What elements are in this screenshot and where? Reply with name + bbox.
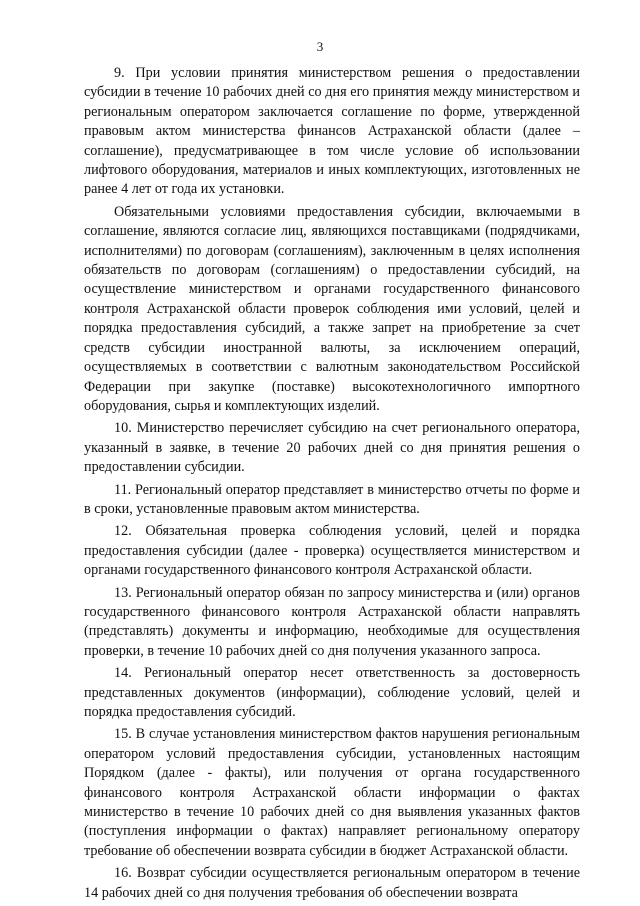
paragraph-16: 16. Возврат субсидии осуществляется региональным оператором в течение 14 рабочих дней со дня получения требования об обеспечении возврата bbox=[84, 865, 580, 901]
page-number: 3 bbox=[316, 39, 324, 54]
paragraph-15: 15. В случае установления министерством фактов нарушения региональным оператором условий предоставления субсидии, установленных настоящим Порядком (далее - факты), или получения от органа государственного финансового контроля Астраханской области информации о фактах министерство в течение 10 рабочих дней со дня выявления указанных фактов (поступления информации о фактах) направляет региональному оператору требование об обеспечении возврата субсидии в бюджет Астраханской области. bbox=[84, 726, 580, 859]
paragraph-13: 13. Региональный оператор обязан по запросу министерства и (или) органов государственного финансового контроля Астраханской области направлять (представлять) документы и информацию, необходимые для осуществления проверки, в течение 10 рабочих дней со дня получения указанного запроса. bbox=[84, 584, 580, 659]
paragraph-14: 14. Региональный оператор несет ответственность за достоверность представленных документов (информации), соблюдение условий, целей и порядка предоставления субсидий. bbox=[84, 665, 580, 720]
paragraph-9: 9. При условии принятия министерством решения о предоставлении субсидии в течение 10 рабочих дней со дня его принятия между министерством и региональным оператором заключается соглашение по форме, утвержденной правовым актом министерства финансов Астраханской области (далее – соглашение), предусматривающее в том числе условие об использовании лифтового оборудования, материалов и иных комплектующих, изготовленных не ранее 4 лет от года их установки. bbox=[84, 65, 580, 198]
document-body bbox=[84, 64, 580, 906]
paragraph-10: 10. Министерство перечисляет субсидию на счет регионального оператора, указанный в заявке, в течение 20 рабочих дней со дня принятия решения о предоставлении субсидии. bbox=[84, 420, 580, 476]
paragraph-11: 11. Региональный оператор представляет в министерство отчеты по форме и в сроки, установленные правовым актом министерства. bbox=[84, 481, 580, 517]
paragraph-mandatory-conditions: Обязательными условиями предоставления субсидии, включаемыми в соглашение, являются согласие лиц, являющихся поставщиками (подрядчиками, исполнителями) по договорам (соглашениям), заключенным в целях исполнения обязательств по договорам (соглашениям) о предоставлении субсидий, на осуществление министерством и органами государственного финансового контроля Астраханской области проверок соблюдения ими условий, целей и порядка предоставления субсидий, а также запрет на приобретение за счет средств субсидии иностранной валюты, за исключением операций, осуществляемых в соответствии с валютным законодательством Российской Федерации при закупке (поставке) высокотехнологичного импортного оборудования, сырья и комплектующих изделий. bbox=[84, 203, 580, 414]
paragraph-12: 12. Обязательная проверка соблюдения условий, целей и порядка предоставления субсидии (далее - проверка) осуществляется министерством и органами государственного финансового контроля Астраханской области. bbox=[84, 523, 580, 579]
